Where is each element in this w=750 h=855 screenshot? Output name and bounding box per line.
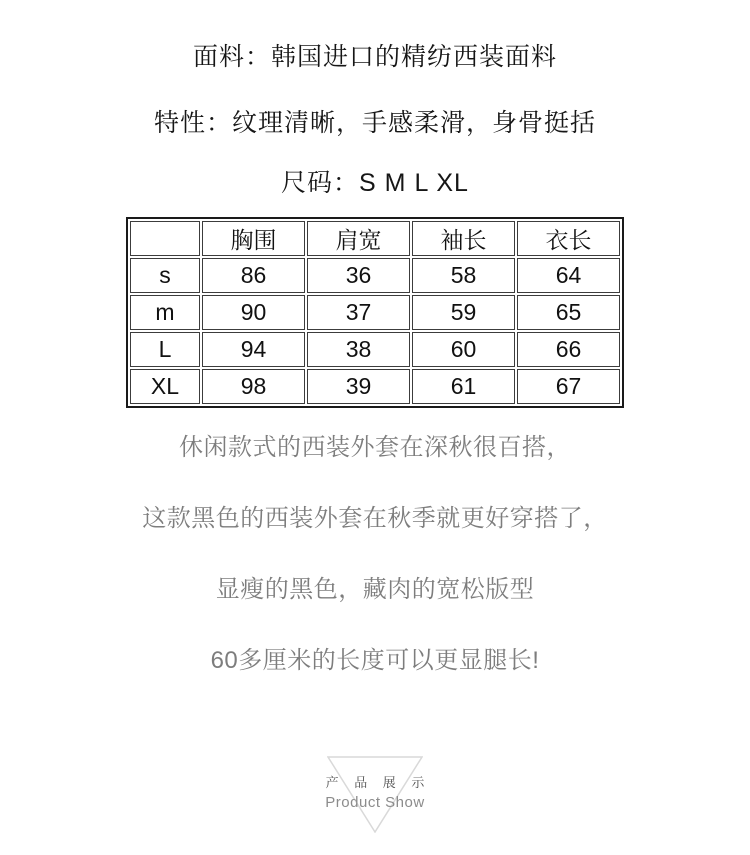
size-value-cell: 38: [307, 332, 410, 367]
size-value-cell: 39: [307, 369, 410, 404]
size-value-cell: 67: [517, 369, 620, 404]
size-col-header-shoulder: 肩宽: [307, 221, 410, 256]
size-col-header-empty: [130, 221, 200, 256]
product-show-title-cn: 产 品 展 示: [325, 775, 431, 790]
size-value-cell: 58: [412, 258, 515, 293]
size-row-label: s: [130, 258, 200, 293]
size-table-row-m: [130, 295, 620, 330]
description-line: 休闲款式的西装外套在深秋很百搭，: [179, 434, 571, 461]
size-table-header-row: [130, 221, 620, 256]
size-value-cell: 61: [412, 369, 515, 404]
product-show-title-en: Product Show: [325, 794, 425, 811]
size-value-cell: 66: [517, 332, 620, 367]
size-value-cell: 36: [307, 258, 410, 293]
size-value-cell: 59: [412, 295, 515, 330]
size-chart-table: [126, 217, 624, 408]
description-line: 显瘦的黑色，藏肉的宽松版型: [215, 576, 535, 603]
size-options-line: 尺码：S M L XL: [281, 169, 469, 197]
size-value-cell: 94: [202, 332, 305, 367]
size-value-cell: 64: [517, 258, 620, 293]
size-value-cell: 60: [412, 332, 515, 367]
description-line: 这款黑色的西装外套在秋季就更好穿搭了，: [142, 505, 608, 532]
size-table-row-s: [130, 258, 620, 293]
size-value-cell: 98: [202, 369, 305, 404]
fabric-spec-line: 面料：韩国进口的精纺西装面料: [192, 43, 557, 71]
size-row-label: L: [130, 332, 200, 367]
size-col-header-length: 衣长: [517, 221, 620, 256]
size-row-label: m: [130, 295, 200, 330]
size-table-row-l: [130, 332, 620, 367]
size-col-header-bust: 胸围: [202, 221, 305, 256]
size-value-cell: 90: [202, 295, 305, 330]
product-show-section: [325, 756, 431, 833]
size-table-row-xl: [130, 369, 620, 404]
size-value-cell: 37: [307, 295, 410, 330]
size-value-cell: 86: [202, 258, 305, 293]
size-col-header-sleeve: 袖长: [412, 221, 515, 256]
size-value-cell: 65: [517, 295, 620, 330]
size-row-label: XL: [130, 369, 200, 404]
feature-spec-line: 特性：纹理清晰，手感柔滑，身骨挺括: [153, 109, 596, 137]
product-show-labels: [265, 776, 485, 811]
description-line: 60多厘米的长度可以更显腿长!: [210, 647, 540, 674]
